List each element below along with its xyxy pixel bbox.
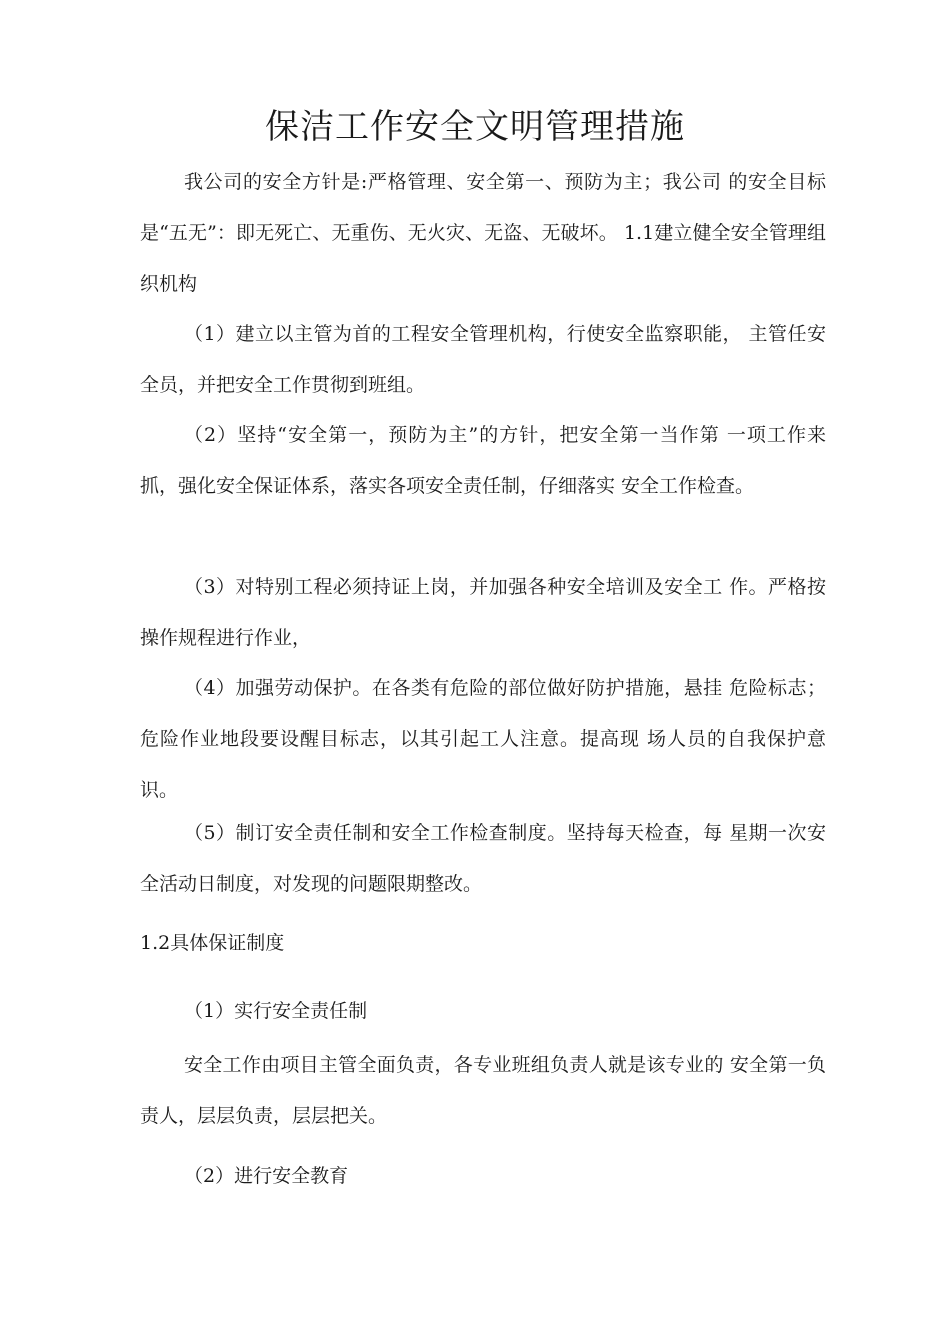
subsection-1-body: 安全工作由项目主管全面负责，各专业班组负责人就是该专业的 安全第一负责人，层层负责，层层把关。 [140,1054,826,1127]
item-3-paragraph: （3）对特别工程必须持证上岗，并加强各种安全培训及安全工 作。严格按操作规程进行作业， [140,576,826,649]
item-4-paragraph: （4）加强劳动保护。在各类有危险的部位做好防护措施，悬挂 危险标志；危险作业地段要设醒目标志，以其引起工人注意。提高现 场人员的自我保护意识。 [140,677,826,801]
intro-paragraph: 我公司的安全方针是:严格管理、安全第一、预防为主；我公司 的安全目标是“五无”：即无死亡、无重伤、无火灾、无盗、无破坏。 1.1建立健全安全管理组织机构 [140,171,826,295]
section-1-2-heading: 1.2具体保证制度 [140,932,285,954]
subsection-1-heading: （1）实行安全责任制 [184,1000,368,1022]
item-1-paragraph: （1）建立以主管为首的工程安全管理机构，行使安全监察职能， 主管任安全员，并把安全工作贯彻到班组。 [140,323,826,396]
item-5-paragraph: （5）制订安全责任制和安全工作检查制度。坚持每天检查，每 星期一次安全活动日制度，对发现的问题限期整改。 [140,822,826,895]
subsection-2-heading: （2）进行安全教育 [184,1165,349,1187]
document-title: 保洁工作安全文明管理措施 [265,107,685,147]
item-2-paragraph: （2）坚持“安全第一，预防为主”的方针，把安全第一当作第 一项工作来抓，强化安全保证体系，落实各项安全责任制，仔细落实 安全工作检查。 [140,424,826,497]
